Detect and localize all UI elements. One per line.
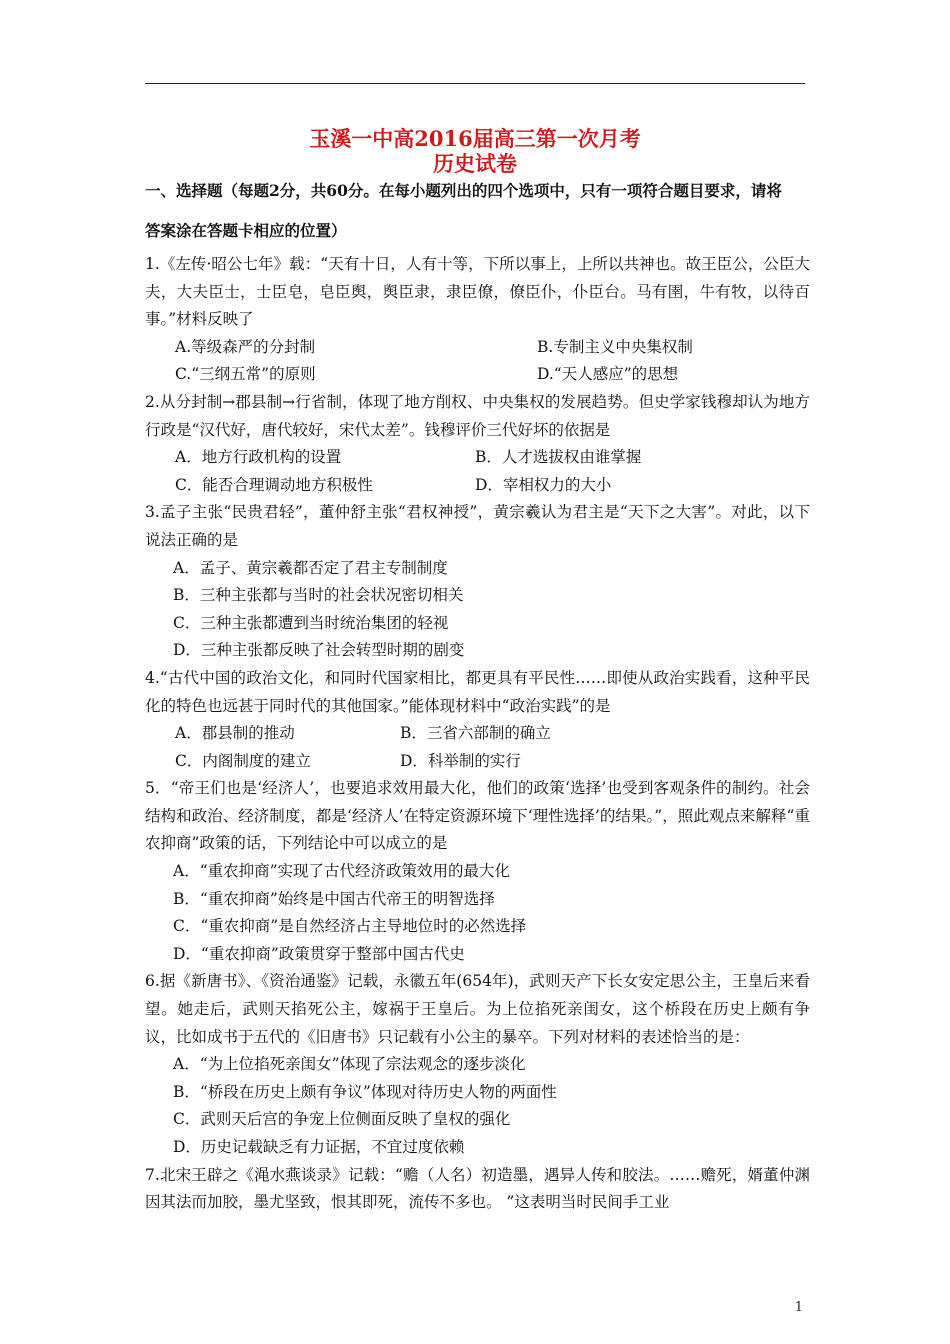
option-b: B．“重农抑商”始终是中国古代帝王的明智选择 — [173, 889, 495, 908]
page-number: 1 — [794, 1300, 803, 1315]
option-d: D．科举制的实行 — [400, 751, 521, 770]
question-options — [145, 444, 810, 499]
question-1 — [145, 251, 810, 389]
question-stem: 4.“古代中国的政治文化，和同时代国家相比，都更具有平民性……即使从政治实践看，这种平民化的特色也远甚于同时代的其他国家。”能体现材料中“政治实践”的是 — [145, 668, 810, 715]
option-d: D．“重农抑商”政策贯穿于整部中国古代史 — [173, 944, 465, 963]
exam-body — [145, 171, 810, 1217]
option-c: C．“重农抑商”是自然经济占主导地位时的必然选择 — [173, 917, 527, 936]
option-b: B．三省六部制的确立 — [400, 724, 551, 743]
question-stem: 5．“帝王们也是‘经济人’，也要追求效用最大化，他们的政策‘选择’也受到客观条件的制约。社会结构和政治、经济制度，都是‘经济人’在特定资源环境下‘理性选择’的结果。”，照此观点来解释“重农抑商”政策的话，下列结论中可以成立的是 — [145, 779, 810, 853]
question-3 — [145, 499, 810, 665]
section-heading: 一、选择题（每题2分，共60分。在每小题列出的四个选项中，只有一项符合题目要求，请将 答案涂在答题卡相应的位置） — [145, 181, 782, 240]
question-4 — [145, 665, 810, 775]
question-stem: 2.从分封制→郡县制→行省制，体现了地方削权、中央集权的发展趋势。但史学家钱穆却认为地方行政是“汉代好，唐代较好，宋代太差”。钱穆评价三代好坏的依据是 — [145, 392, 810, 439]
question-2 — [145, 389, 810, 499]
option-c: C.“三纲五常”的原则 — [175, 365, 316, 384]
option-a: A．“为上位掐死亲闺女”体现了宗法观念的逐步淡化 — [173, 1055, 526, 1074]
option-b: B．三种主张都与当时的社会状况密切相关 — [173, 586, 464, 605]
option-c: C．内阁制度的建立 — [175, 751, 311, 770]
question-stem: 3.孟子主张“民贵君轻”，董仲舒主张“君权神授”，黄宗羲认为君主是“天下之大害”。对此，以下说法正确的是 — [145, 503, 810, 549]
question-options — [145, 720, 810, 775]
question-options — [145, 1051, 810, 1161]
option-b: B.专制主义中央集权制 — [537, 337, 693, 356]
option-a: A.等级森严的分封制 — [175, 337, 316, 356]
option-a: A．“重农抑商”实现了古代经济政策效用的最大化 — [173, 862, 511, 881]
question-stem: 7.北宋王辟之《渑水燕谈录》记载：“赡（人名）初造墨，遇异人传和胶法。……赡死，婿董仲渊因其法而加胶，墨尤坚致，恨其即死，流传不多也。 ”这表明当时民间手工业 — [145, 1165, 810, 1212]
option-b: B．“桥段在历史上颇有争议”体现对待历史人物的两面性 — [173, 1082, 557, 1101]
question-6 — [145, 968, 810, 1161]
question-options — [145, 555, 810, 665]
option-d: D．历史记载缺乏有力证据，不宜过度依赖 — [173, 1138, 465, 1156]
option-d: D．三种主张都反映了社会转型时期的剧变 — [173, 641, 465, 660]
option-a: A．孟子、黄宗羲都否定了君主专制制度 — [173, 558, 448, 577]
question-7 — [145, 1162, 810, 1217]
question-options — [145, 334, 810, 389]
option-c: C．能否合理调动地方积极性 — [175, 475, 373, 494]
option-c: C．武则天后宫的争宠上位侧面反映了皇权的强化 — [173, 1110, 511, 1129]
option-d: D．宰相权力的大小 — [475, 475, 612, 494]
option-a: A．郡县制的推动 — [175, 724, 295, 743]
option-a: A．地方行政机构的设置 — [175, 448, 342, 467]
exam-title: 玉溪一中高2016届高三第一次月考 — [309, 126, 641, 151]
question-5 — [145, 775, 810, 968]
question-stem: 6.据《新唐书》、《资治通鉴》记载，永徽五年(654年)，武则天产下长女安定思公主，王皇后来看望。她走后，武则天掐死公主，嫁祸于王皇后。为上位掐死亲闺女，这个桥段在历史上颇有争议，比如成书于五代的《旧唐书》只记载有小公主的暴卒。下列对材料的表述恰当的是： — [145, 972, 810, 1046]
option-b: B．人才选拔权由谁掌握 — [475, 448, 642, 467]
question-stem: 1.《左传·昭公七年》载：“天有十日，人有十等，下所以事上，上所以共神也。故王臣公，公臣大夫，大夫臣士，士臣皂，皂臣舆，舆臣隶，隶臣僚，僚臣仆，仆臣台。马有圉，牛有牧，以待百事。”材料反映了 — [145, 255, 810, 329]
option-c: C．三种主张都遭到当时统治集团的轻视 — [173, 613, 449, 632]
option-d: D.“天人感应”的思想 — [537, 365, 679, 384]
header-rule — [145, 83, 805, 84]
question-options — [145, 858, 810, 968]
exam-subtitle: 历史试卷 — [433, 151, 517, 176]
